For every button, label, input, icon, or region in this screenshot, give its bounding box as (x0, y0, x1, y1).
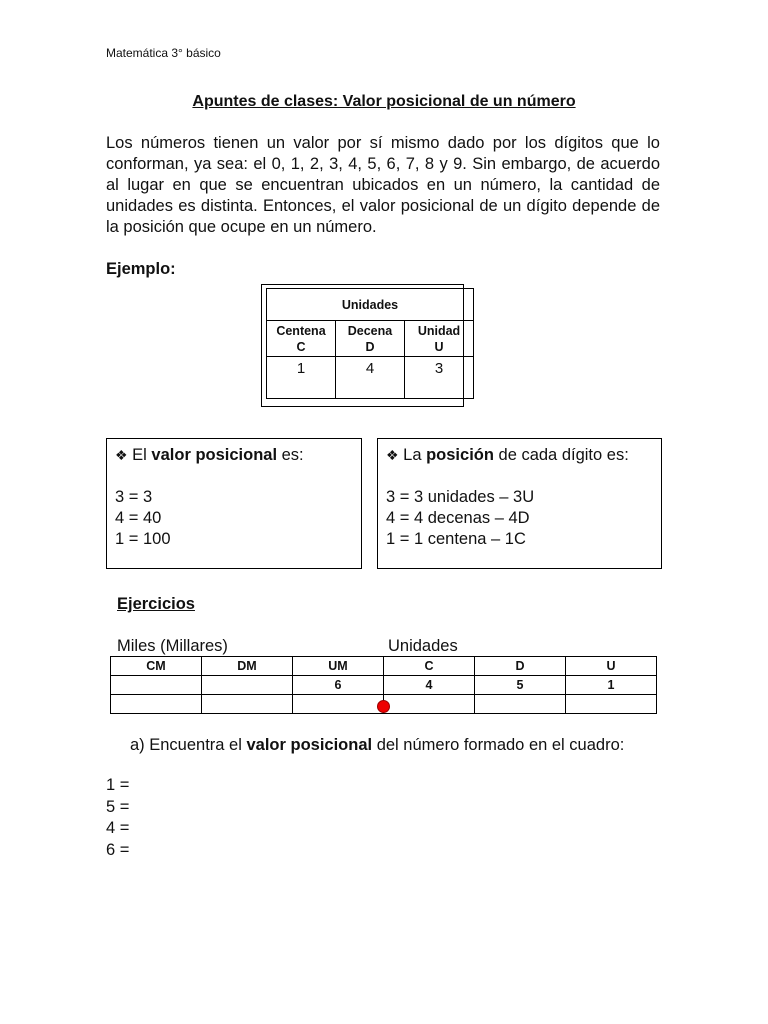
example-col-header: Unidad U (405, 321, 474, 357)
example-group-header: Unidades (267, 289, 474, 321)
exercises-title: Ejercicios (117, 595, 195, 613)
diamond-bullet-icon: ❖ (386, 447, 399, 463)
example-col-header: Centena C (267, 321, 336, 357)
page-header: Matemática 3° básico (106, 46, 221, 60)
box-heading: ❖ La posición de cada dígito es: (386, 446, 629, 464)
table-cell (475, 695, 566, 714)
table-header-row (111, 657, 657, 676)
header-cell: DM (202, 657, 293, 676)
header-cell: U (566, 657, 657, 676)
posicion-box (377, 438, 662, 569)
example-cell: 3 (405, 357, 474, 399)
page-title: Apuntes de clases: Valor posicional de un número (192, 93, 576, 110)
example-table (266, 288, 474, 399)
box-line: 1 = 1 centena – 1C (386, 530, 526, 548)
group-label-unidades: Unidades (388, 637, 458, 655)
box-line: 1 = 100 (115, 530, 171, 548)
table-cell (202, 676, 293, 695)
table-cell (202, 695, 293, 714)
table-cell (384, 695, 475, 714)
intro-paragraph: Los números tienen un valor por sí mismo dado por los dígitos que lo conforman, ya sea: el 0, 1, 2, 3, 4, 5, 6, 7, 8 y 9. Sin embargo, de acuerdo al lugar en que se encuentran ubicados en un número, la cantidad de unidades es distinta. Entonces, el valor posicional de un dígito depende de la posición que ocupe en un número. (106, 134, 660, 236)
answer-line[interactable]: 5 = (106, 797, 130, 816)
group-label-miles: Miles (Millares) (117, 637, 228, 655)
table-cell: 1 (566, 676, 657, 695)
example-col-header: Decena D (336, 321, 405, 357)
box-line: 4 = 40 (115, 509, 162, 527)
header-cell: C (384, 657, 475, 676)
table-cell (111, 676, 202, 695)
table-cell (293, 695, 384, 714)
table-row (111, 676, 657, 695)
table-cell: 5 (475, 676, 566, 695)
valor-posicional-box (106, 438, 362, 569)
table-cell: 6 (293, 676, 384, 695)
answer-line[interactable]: 4 = (106, 819, 130, 837)
example-cell: 1 (267, 357, 336, 399)
table-cell (111, 695, 202, 714)
table-cell (566, 695, 657, 714)
header-cell: CM (111, 657, 202, 676)
box-heading: ❖ El valor posicional es: (115, 446, 304, 464)
diamond-bullet-icon: ❖ (115, 447, 128, 463)
box-line: 4 = 4 decenas – 4D (386, 509, 530, 527)
header-cell: UM (293, 657, 384, 676)
table-cell: 4 (384, 676, 475, 695)
box-line: 3 = 3 unidades – 3U (386, 488, 535, 506)
example-cell: 4 (336, 357, 405, 399)
question-a: a) Encuentra el valor posicional del número formado en el cuadro: (130, 736, 625, 754)
answer-line[interactable]: 6 = (106, 840, 130, 859)
answer-list (106, 775, 129, 861)
answer-line[interactable]: 1 = (106, 776, 130, 794)
box-line: 3 = 3 (115, 488, 153, 506)
header-cell: D (475, 657, 566, 676)
red-dot-marker-icon (377, 700, 390, 713)
example-label: Ejemplo: (106, 260, 176, 278)
